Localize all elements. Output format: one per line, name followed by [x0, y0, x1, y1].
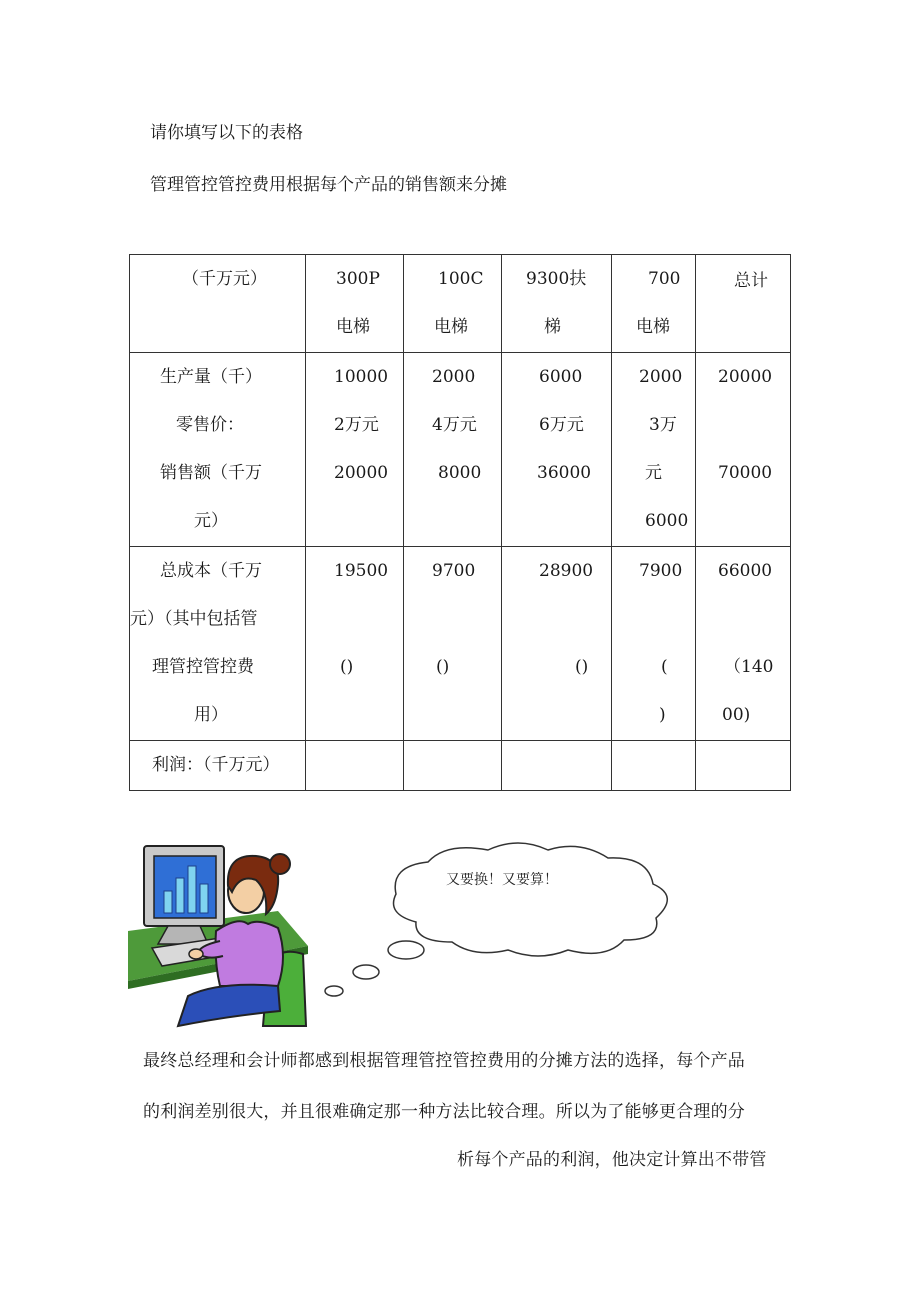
- cost-total: [696, 547, 791, 741]
- paragraph-line-1: 最终总经理和会计师都感到根据管理管控管控费用的分摊方法的选择，每个产品: [143, 1051, 745, 1071]
- label-retail-price: 零售价：: [176, 415, 244, 435]
- table-row-profit: [130, 741, 791, 791]
- header-total: [696, 255, 791, 353]
- thought-dot-medium: [353, 965, 379, 979]
- production-100c: 2000: [432, 367, 476, 387]
- price-300p: 2万元: [334, 415, 379, 435]
- cost-700-value: 7900: [639, 561, 683, 581]
- cost-9300-blank: [539, 595, 611, 643]
- cost-total-value: 66000: [718, 561, 773, 581]
- production-total: 20000: [718, 367, 773, 387]
- profit-total: [696, 741, 791, 791]
- thought-cloud: [394, 843, 668, 956]
- sales-700-value: 6000: [645, 511, 689, 531]
- sales-9300: [502, 353, 612, 547]
- label-production: 生产量（千）: [160, 367, 262, 387]
- sales-100c-value: 8000: [438, 463, 482, 483]
- cost-total-mgmt-b: 00): [722, 705, 751, 725]
- cost-700-mgmt-close: ): [659, 705, 666, 725]
- table-row-cost: [130, 547, 791, 741]
- cost-300p: [306, 547, 404, 741]
- cost-9300-value: 28900: [539, 561, 594, 581]
- cost-700-mgmt-open: (: [661, 657, 668, 677]
- price-total: [718, 401, 790, 449]
- production-700: 2000: [639, 367, 683, 387]
- header-300p-line2: 电梯: [336, 317, 370, 337]
- label-profit: 利润：（千万元）: [152, 755, 280, 775]
- label-cost-mgmt: 理管控管控费: [152, 657, 254, 677]
- label-sales-unit: 元）: [194, 511, 228, 531]
- header-100c-line1: 100C: [438, 269, 484, 289]
- profit-label-cell: [130, 741, 306, 791]
- sales-9300-value: 36000: [537, 463, 592, 483]
- cost-total-mgmt-a: （140: [724, 657, 774, 677]
- sales-total-value: 70000: [718, 463, 773, 483]
- price-9300: 6万元: [539, 415, 584, 435]
- sales-label-cell: [130, 353, 306, 547]
- profit-300p: [306, 741, 404, 791]
- woman-hair-bun: [270, 854, 290, 874]
- cost-700: [612, 547, 696, 741]
- header-unit: （千万元）: [182, 269, 267, 289]
- chart-bar-2: [176, 878, 184, 913]
- price-700-b: 元: [645, 463, 662, 483]
- thought-dot-large: [388, 941, 424, 959]
- header-100c-line2: 电梯: [434, 317, 468, 337]
- price-100c: 4万元: [432, 415, 477, 435]
- label-cost-include: 元）（其中包括管: [130, 609, 258, 629]
- production-9300: 6000: [539, 367, 583, 387]
- sales-300p-value: 20000: [334, 463, 389, 483]
- label-sales: 销售额（千万: [160, 463, 262, 483]
- sales-100c: [404, 353, 502, 547]
- cost-100c-blank: [432, 595, 501, 643]
- cost-100c-value: 9700: [432, 561, 476, 581]
- header-700-line1: 700: [648, 269, 681, 289]
- cost-300p-mgmt: (): [340, 657, 354, 677]
- thought-dot-small: [325, 986, 343, 996]
- clipart-illustration: [128, 836, 688, 1031]
- header-9300: [502, 255, 612, 353]
- cost-9300: [502, 547, 612, 741]
- header-100c: [404, 255, 502, 353]
- production-300p: 10000: [334, 367, 389, 387]
- sales-300p: [306, 353, 404, 547]
- table-row-sales: [130, 353, 791, 547]
- label-cost-fee: 用）: [194, 705, 228, 725]
- header-9300-line1: 9300扶: [526, 269, 587, 289]
- cost-9300-mgmt: (): [575, 657, 589, 677]
- intro-line-1: 请你填写以下的表格: [150, 123, 303, 143]
- header-unit-cell: [130, 255, 306, 353]
- profit-9300: [502, 741, 612, 791]
- cost-100c-mgmt: (): [436, 657, 450, 677]
- profit-100c: [404, 741, 502, 791]
- header-total-label: 总计: [734, 271, 768, 291]
- paragraph-line-3: 析每个产品的利润，他决定计算出不带管: [457, 1150, 767, 1170]
- cost-300p-value: 19500: [334, 561, 389, 581]
- header-700: [612, 255, 696, 353]
- thought-text: 又要换！又要算！: [446, 872, 558, 888]
- chart-bar-4: [200, 884, 208, 913]
- cost-label-cell: [130, 547, 306, 741]
- sales-700: [612, 353, 696, 547]
- cost-700-blank: [639, 595, 695, 643]
- paragraph-line-2: 的利润差别很大，并且很难确定那一种方法比较合理。所以为了能够更合理的分: [143, 1102, 745, 1122]
- chart-bar-1: [164, 891, 172, 913]
- sales-total: [696, 353, 791, 547]
- price-700-a: 3万: [649, 415, 677, 435]
- intro-line-2: 管理管控管控费用根据每个产品的销售额来分摊: [150, 175, 507, 195]
- woman-shirt: [216, 921, 284, 986]
- woman-hand: [189, 949, 203, 959]
- cost-300p-blank: [334, 595, 403, 643]
- cost-100c: [404, 547, 502, 741]
- label-total-cost: 总成本（千万: [160, 561, 262, 581]
- header-9300-line2: 梯: [544, 317, 561, 337]
- cost-table: [129, 254, 791, 791]
- cost-total-blank: [718, 595, 790, 643]
- chart-bar-3: [188, 866, 196, 913]
- table-header-row: [130, 255, 791, 353]
- header-300p-line1: 300P: [336, 269, 380, 289]
- header-700-line2: 电梯: [636, 317, 670, 337]
- profit-700: [612, 741, 696, 791]
- header-300p: [306, 255, 404, 353]
